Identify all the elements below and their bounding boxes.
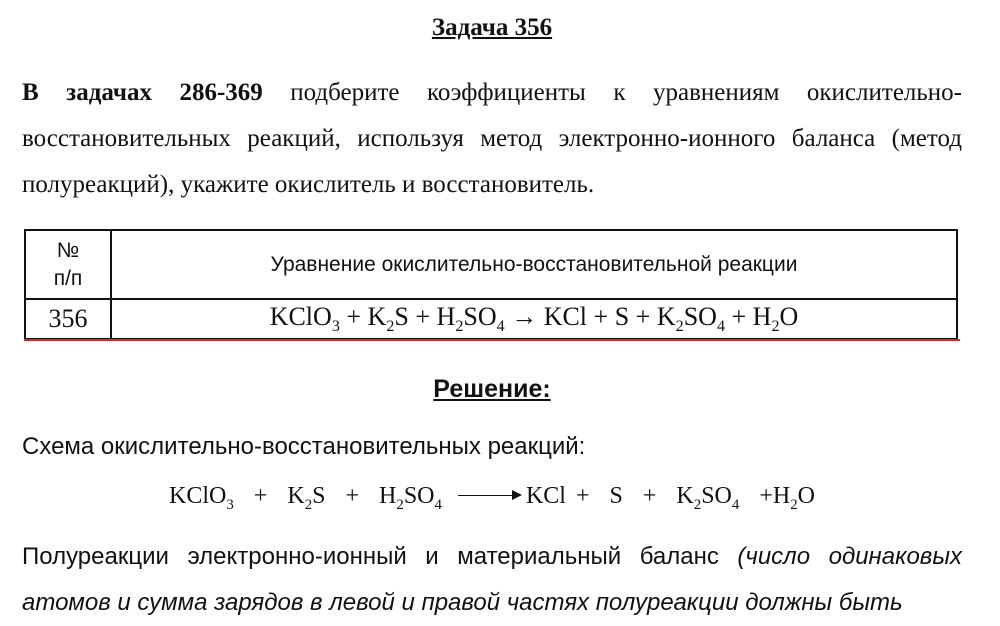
scheme-equation: KClO$_3$ + $K_2S + H_2SO_4$ KCl + $S + K_2SO_4 +H_2O$ bbox=[169, 483, 815, 513]
scheme-label: Схема окислительно-восстановительных реакций: bbox=[22, 433, 586, 460]
long-arrow-icon bbox=[458, 495, 520, 496]
half-reactions-note: (число одинаковых атомов и сумма зарядов в левой и правой частях полуреакции должны быть bbox=[22, 543, 962, 616]
solution-title: Решение: bbox=[433, 375, 551, 403]
reaction-table bbox=[24, 229, 958, 340]
row-number: 356 bbox=[25, 299, 111, 339]
task-text: подберите коэффициенты к уравнениям окислительно-восстановительных реакций, используя метод электронно-ионного баланса (метод полуреакций), укажите окислитель и восстановитель. bbox=[22, 79, 962, 198]
red-underline bbox=[24, 339, 960, 341]
task-statement bbox=[22, 70, 962, 208]
task-title: Задача 356 bbox=[431, 14, 553, 41]
half-reactions-text: Полуреакции электронно-ионный и материальный баланс (число одинаковых атомов и сумма зарядов в левой и правой частях полуреакции должны быть bbox=[22, 543, 962, 616]
number-column-header: № п/п bbox=[25, 230, 111, 299]
task-range: В задачах 286-369 bbox=[22, 79, 263, 106]
reaction-arrow: → bbox=[511, 301, 538, 331]
table-row bbox=[25, 299, 957, 339]
table-header-row bbox=[25, 230, 957, 299]
reaction-equation: KClO$_3$ + $K_2S + H_2SO_4$ → KCl + $S + K_2SO_4 + H_2O$ bbox=[111, 299, 957, 339]
equation-column-header: Уравнение окислительно-восстановительной реакции bbox=[111, 230, 957, 299]
